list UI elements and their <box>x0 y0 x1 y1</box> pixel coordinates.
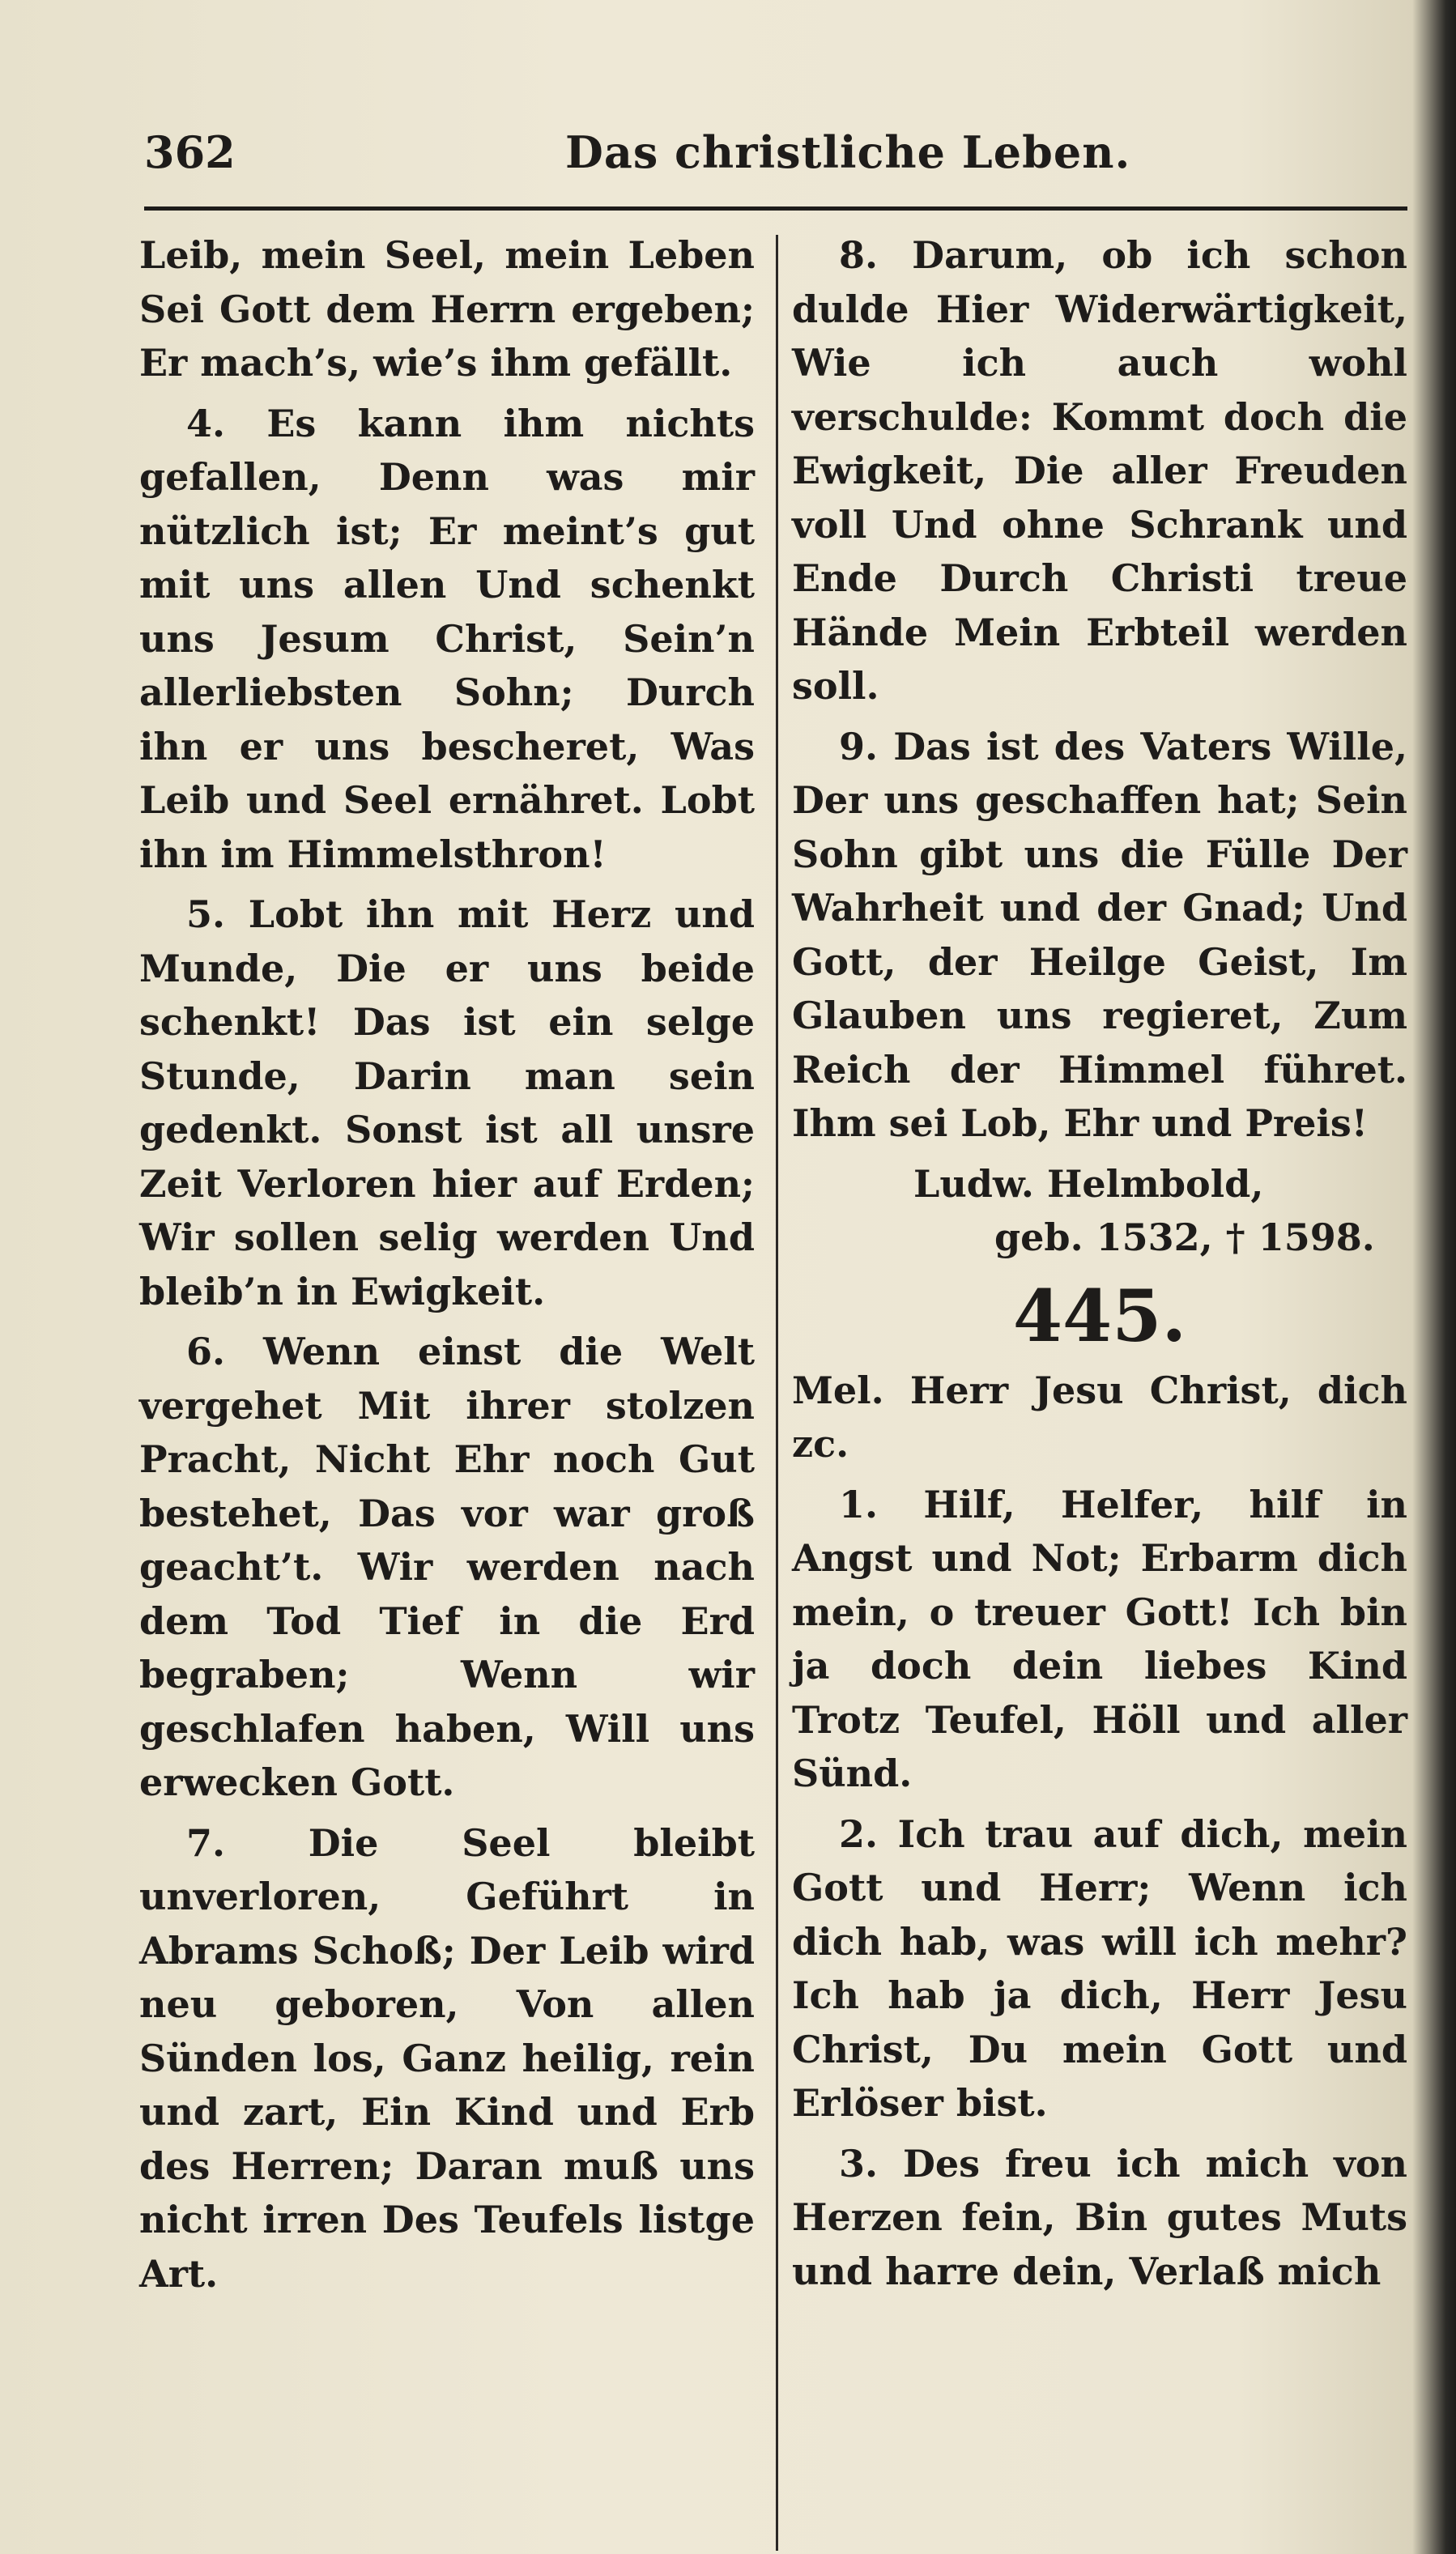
author-attribution <box>792 1157 1407 1265</box>
hymn-number: 445. <box>1012 1273 1187 1358</box>
stanza-8: 8. Darum, ob ich schon dulde Hier Widerwärtigkeit, Wie ich auch wohl verschulde: Kommt doch die Ewigkeit, Die aller Freuden voll Und ohne Schrank und Ende Durch Christi treue Hände Mein Erbteil werden soll. <box>792 233 1407 708</box>
left-column <box>139 228 755 2307</box>
hymn-445-stanza-2: 2. Ich trau auf dich, mein Gott und Herr; Wenn ich dich hab, was will ich mehr? Ich hab ja dich, Herr Jesu Christ, Du mein Gott und Erlöser bist. <box>792 1811 1407 2125</box>
stanza-6: 6. Wenn einst die Welt vergehet Mit ihrer stolzen Pracht, Nicht Ehr noch Gut bestehet, Das vor war groß geacht’t. Wir werden nach dem Tod Tief in die Erd begraben; Wenn wir geschlafen haben, Will uns erwecken Gott. <box>139 1330 755 1804</box>
stanza-9: 9. Das ist des Vaters Wille, Der uns geschaffen hat; Sein Sohn gibt uns die Fülle Der Wahrheit und der Gnad; Und Gott, der Heilge Geist, Im Glauben uns regieret, Zum Reich der Himmel führet. Ihm sei Lob, Ehr und Preis! <box>792 724 1407 1145</box>
header-rule <box>144 206 1407 211</box>
melody-line: Mel. Herr Jesu Christ, dich zc. <box>792 1368 1407 1466</box>
right-column <box>792 228 1407 2305</box>
page-header <box>144 120 1407 185</box>
hymn-445-stanza-3: 3. Des freu ich mich von Herzen fein, Bin gutes Muts und harre dein, Verlaß mich <box>792 2141 1407 2293</box>
stanza-continuation: Leib, mein Seel, mein Leben Sei Gott dem Herrn ergeben; Er mach’s, wie’s ihm gefällt. <box>139 233 755 385</box>
author-name: Ludw. Helmbold, <box>913 1161 1264 1206</box>
running-head: Das christliche Leben. <box>565 126 1131 178</box>
stanza-4: 4. Es kann ihm nichts gefallen, Denn was mir nützlich ist; Er meint’s gut mit uns allen Und schenkt uns Jesum Christ, Sein’n allerliebsten Sohn; Durch ihn er uns bescheret, Was Leib und Seel ernähret. Lobt ihn im Himmelsthron! <box>139 401 755 876</box>
author-dates: geb. 1532, † 1598. <box>994 1215 1375 1259</box>
hymn-445-stanza-1: 1. Hilf, Helfer, hilf in Angst und Not; Erbarm dich mein, o treuer Gott! Ich bin ja doch dein liebes Kind Trotz Teufel, Höll und aller Sünd. <box>792 1482 1407 1795</box>
column-divider <box>776 235 778 2551</box>
stanza-5: 5. Lobt ihn mit Herz und Munde, Die er uns beide schenkt! Das ist ein selge Stunde, Darin man sein gedenkt. Sonst ist all unsre Zeit Verloren hier auf Erden; Wir sollen selig werden Und bleib’n in Ewigkeit. <box>139 892 755 1313</box>
stanza-7: 7. Die Seel bleibt unverloren, Geführt in Abrams Schoß; Der Leib wird neu geboren, Von allen Sünden los, Ganz heilig, rein und zart, Ein Kind und Erb des Herren; Daran muß uns nicht irren Des Teufels listge Art. <box>139 1820 755 2296</box>
page-number: 362 <box>144 126 236 178</box>
